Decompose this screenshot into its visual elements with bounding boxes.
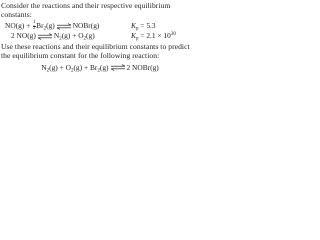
o2-subscript: 2 bbox=[83, 36, 87, 42]
kp-value: = 5.3 bbox=[140, 20, 156, 30]
plus-sign: + bbox=[59, 62, 64, 72]
n2-state: (g) bbox=[61, 31, 71, 41]
equilibrium-arrow-icon bbox=[110, 64, 126, 71]
target-o2-state: (g) bbox=[73, 62, 83, 72]
kp-exponent: 30 bbox=[170, 32, 176, 38]
reaction-2-kp bbox=[131, 31, 176, 40]
question-text: Use these reactions and their equilibrium constants to predict the equilibrium constant for the following reaction: bbox=[1, 41, 190, 61]
equilibrium-arrow-icon bbox=[37, 33, 53, 40]
intro-text: Consider the reactions and their respective equilibrium constants: bbox=[1, 1, 171, 20]
reactant-2no: 2 NO(g) bbox=[11, 31, 36, 41]
reactant-no: NO(g) bbox=[5, 20, 25, 30]
kp-subscript: p bbox=[135, 26, 139, 32]
kp-subscript: p bbox=[135, 36, 139, 42]
n2-subscript: 2 bbox=[59, 36, 62, 42]
fraction-denominator: 2 bbox=[32, 25, 36, 31]
plus-sign: + bbox=[83, 62, 89, 72]
reaction-1-equation: NO(g) + $\frac{1}{2}$ $Br_2(g)$ NOBr(g) bbox=[5, 20, 100, 32]
target-n2: N bbox=[41, 62, 47, 72]
product-nobr: NOBr(g) bbox=[72, 20, 100, 30]
reactant-br2: Br bbox=[36, 20, 44, 30]
target-br2: Br bbox=[89, 62, 98, 72]
target-n2-state: (g) bbox=[49, 62, 58, 72]
target-n2-subscript: 2 bbox=[46, 68, 50, 74]
equilibrium-arrow-icon bbox=[56, 23, 72, 30]
plus-sign: + bbox=[72, 31, 77, 41]
fraction-numerator: 1 bbox=[32, 20, 36, 26]
kp-label: K bbox=[131, 20, 136, 30]
product-n2: N bbox=[53, 31, 60, 41]
kp-label: K bbox=[131, 31, 136, 41]
target-o2-subscript: 2 bbox=[70, 68, 74, 74]
br2-subscript: 2 bbox=[43, 26, 47, 32]
reaction-1 bbox=[1, 20, 199, 31]
target-br2-subscript: 2 bbox=[97, 68, 100, 74]
target-product-nobr: 2 NOBr(g) bbox=[126, 62, 159, 72]
o2-state: (g) bbox=[86, 31, 95, 41]
reaction-2 bbox=[1, 30, 199, 41]
problem-page bbox=[0, 0, 200, 78]
target-br2-state: (g) bbox=[99, 62, 109, 72]
target-reaction bbox=[1, 63, 199, 72]
reaction-1-kp bbox=[131, 21, 156, 30]
target-o2: O bbox=[65, 62, 71, 72]
kp-value: = 2.1 × 10 bbox=[140, 31, 171, 41]
product-o2: O bbox=[78, 31, 84, 41]
reaction-2-equation bbox=[11, 31, 95, 40]
br2-state: (g) bbox=[46, 20, 55, 30]
